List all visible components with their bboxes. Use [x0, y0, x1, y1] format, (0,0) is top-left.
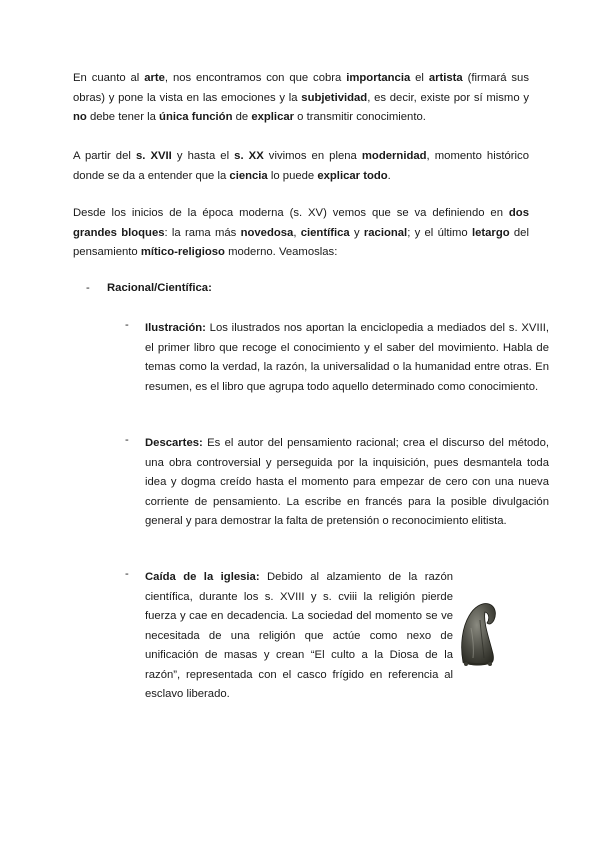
- bold-text: arte: [144, 72, 165, 84]
- text: o transmitir conocimiento.: [294, 111, 426, 123]
- list-item-text: [145, 434, 549, 532]
- bullet-dash: -: [86, 282, 90, 294]
- text: vivimos en plena: [263, 150, 362, 162]
- bold-text: explicar todo: [317, 169, 388, 182]
- bold-text: dos grandes bloques: [73, 207, 529, 239]
- bold-text: científica: [300, 226, 350, 239]
- list-item-text: [145, 568, 453, 705]
- text: , nos encontramos con que cobra: [164, 72, 347, 84]
- text: de: [232, 111, 252, 123]
- bold-text: modernidad: [361, 150, 427, 162]
- text: y: [349, 226, 364, 239]
- bold-text: subjetividad: [301, 91, 368, 104]
- text: .: [387, 169, 391, 182]
- list-item-body: Es el autor del pensamiento racional; crea el discurso del método, una obra controversial y perseguida por la inquisición, pues desmantela toda idea y dogma creído hasta el momento para empezar de cero con una nueva corriente de pensamiento. La escribe en francés para la posible divulgación general y para demostrar la falta de pretensión o reconocimiento elitista.: [145, 437, 549, 527]
- bold-text: mítico-religioso: [140, 246, 225, 258]
- text: (firmará sus obras) y pone la vista en las emociones y la: [73, 72, 529, 104]
- paragraph-art: [73, 69, 529, 128]
- text: moderno. Veamoslas:: [224, 246, 338, 258]
- bold-text: explicar: [251, 111, 295, 123]
- bullet-dash: -: [125, 568, 129, 580]
- list-item-text: [145, 319, 549, 397]
- bullet-dash: -: [125, 434, 129, 446]
- bold-text: artista: [428, 72, 463, 84]
- list-item-title: Descartes:: [145, 437, 203, 449]
- paragraph-modernity: [73, 147, 529, 186]
- text: el: [410, 72, 429, 84]
- bold-text: racional: [363, 226, 408, 239]
- bold-text: s. XVII: [135, 150, 172, 162]
- text: A partir del: [73, 150, 136, 162]
- list-item-title: Ilustración:: [145, 322, 206, 334]
- bold-text: única función: [159, 111, 233, 123]
- bold-text: novedosa: [240, 226, 294, 239]
- list-item-body: Los ilustrados nos aportan la enciclopedia a mediados del s. XVIII, el primer libro que recoge el conocimiento y el saber del movimiento. Habla de temas como la verdad, la razón, la universalidad o la humanidad entre otras. En resumen, es el libro que agrupa todo aquello determinado como conocimiento.: [145, 322, 549, 393]
- bold-text: s. XX: [234, 150, 264, 162]
- text: y hasta el: [171, 150, 235, 162]
- bullet-dash: -: [125, 319, 129, 331]
- list-item-title: Caída de la iglesia:: [145, 571, 260, 583]
- text: ,: [293, 226, 301, 239]
- text: , es decir, existe por sí mismo y: [367, 91, 529, 104]
- text: ; y el último: [407, 226, 472, 239]
- text: En cuanto al: [73, 72, 145, 84]
- text: Desde los inicios de la época moderna (s. XV) vemos que se va definiendo en: [73, 207, 509, 219]
- text: lo puede: [267, 169, 318, 182]
- text: debe tener la: [86, 111, 160, 123]
- text: : la rama más: [164, 226, 241, 239]
- bold-text: no: [73, 111, 87, 123]
- phrygian-cap-icon: [456, 598, 498, 668]
- text: del pensamiento: [73, 226, 529, 258]
- bold-text: importancia: [346, 72, 411, 84]
- section-heading-label: Racional/Científica:: [107, 282, 212, 294]
- bold-text: letargo: [471, 226, 510, 239]
- text: , momento histórico donde se da a entender que la: [73, 150, 529, 182]
- paragraph-blocks: [73, 204, 529, 263]
- list-item-body: Debido al alzamiento de la razón científica, durante los s. XVIII y s. cviii la religión pierde fuerza y cae en decadencia. La sociedad del momento se ve necesitada de una religión que actúe como nexo de unificación de masas y crean “El culto a la Diosa de la razón”, representada con el casco frígido en referencia al esclavo liberado.: [145, 571, 454, 700]
- bold-text: ciencia: [229, 169, 268, 182]
